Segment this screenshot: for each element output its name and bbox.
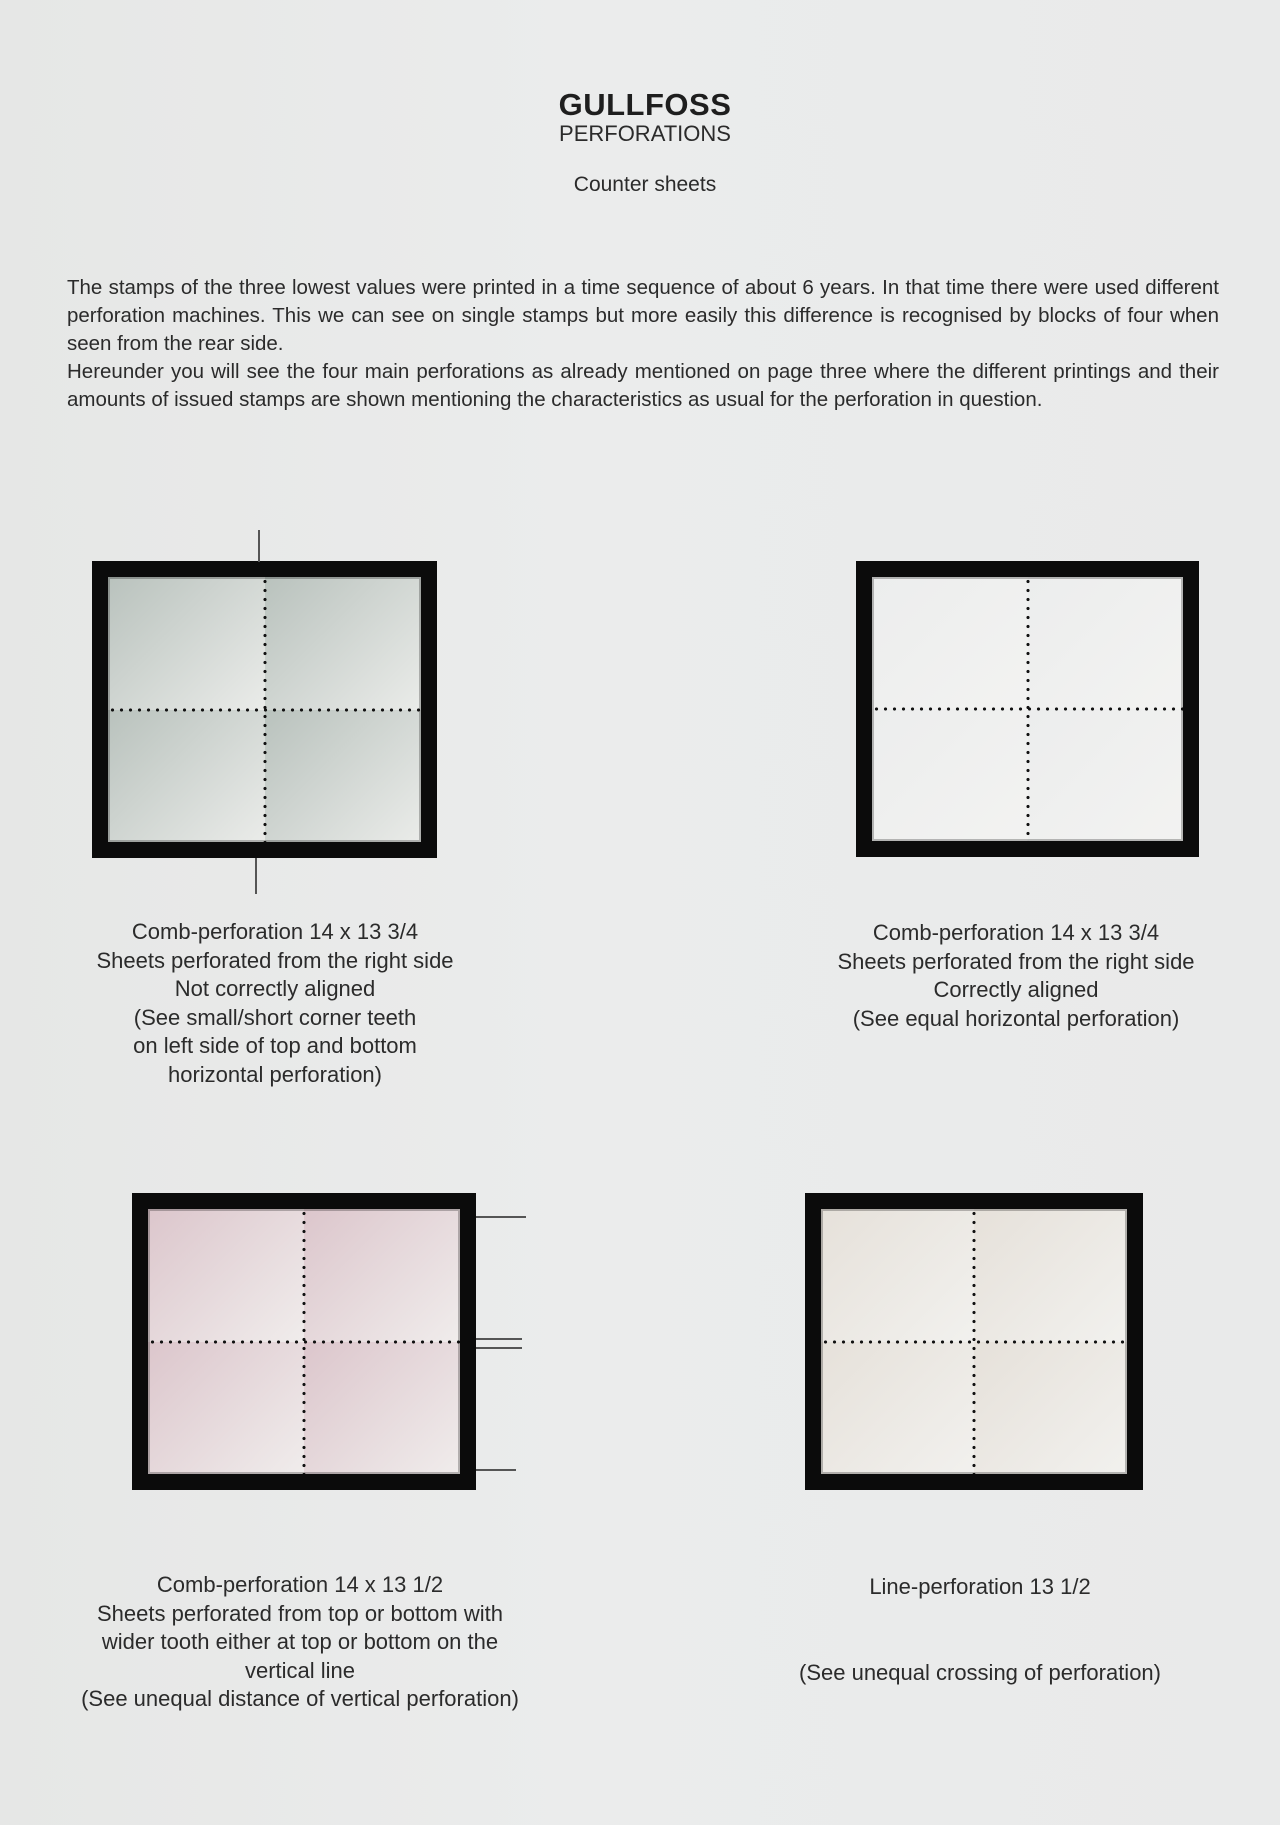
- stamp-block-1: [92, 561, 437, 858]
- intro-paragraph-2: Hereunder you will see the four main perforations as already mentioned on page three where the different printings and their amounts of issued stamps are shown mentioning the characteristics as usual for the perforation in question.: [67, 360, 1219, 411]
- caption-line: Comb-perforation 14 x 13 3/4: [872, 920, 1160, 945]
- caption-line: Line-perforation 13 1/2: [869, 1574, 1091, 1599]
- caption-line: Comb-perforation 14 x 13 1/2: [156, 1572, 444, 1597]
- caption-line: Not correctly aligned: [174, 976, 376, 1001]
- caption-line: (See equal horizontal perforation): [852, 1005, 1180, 1031]
- caption-line: Comb-perforation 14 x 13 3/4: [131, 919, 419, 944]
- section-title: Counter sheets: [573, 173, 717, 196]
- stamp-edge: [821, 1209, 1127, 1474]
- caption-line: Correctly aligned: [933, 977, 1099, 1002]
- caption-line: Sheets perforated from the right side: [96, 947, 454, 973]
- caption-line: on left side of top and bottom: [133, 1033, 417, 1058]
- caption-line: (See unequal distance of vertical perforation): [81, 1686, 519, 1711]
- stamp-block-1-image: [108, 577, 421, 842]
- stamp-edge: [108, 577, 421, 842]
- caption-line: [760, 1630, 1200, 1659]
- caption-line: Sheets perforated from top or bottom with: [97, 1600, 503, 1626]
- pointer-arrow: [255, 858, 257, 894]
- caption-line: horizontal perforation): [167, 1061, 382, 1087]
- stamp-block-3-image: [148, 1209, 460, 1474]
- stamp-block-3: [132, 1193, 476, 1490]
- caption-line: vertical line: [244, 1657, 356, 1683]
- pointer-arrow: [476, 1347, 522, 1349]
- caption-line: Sheets perforated from the right side: [837, 948, 1195, 974]
- stamp-block-2: [856, 561, 1199, 857]
- caption-block-3: [40, 1571, 560, 1714]
- page-title: GULLFOSS: [558, 87, 732, 122]
- intro-text: [67, 274, 1219, 414]
- caption-line: wider tooth either at top or bottom on the: [101, 1629, 499, 1654]
- stamp-edge: [872, 577, 1183, 841]
- stamp-block-4-image: [821, 1209, 1127, 1474]
- pointer-arrow: [476, 1338, 522, 1340]
- caption-line: (See small/short corner teeth: [133, 1004, 417, 1030]
- stamp-block-2-image: [872, 577, 1183, 841]
- pointer-arrow: [476, 1469, 516, 1471]
- intro-paragraph-1: The stamps of the three lowest values were printed in a time sequence of about 6 years. In that time there were used different perforation machines. This we can see on single stamps but more easily this difference is recognised by blocks of four when seen from the rear side.: [67, 276, 1219, 355]
- stamp-block-4: [805, 1193, 1143, 1490]
- caption-block-1: [40, 918, 510, 1089]
- pointer-arrow: [476, 1216, 526, 1218]
- caption-line: [760, 1602, 1200, 1631]
- caption-block-2: [790, 919, 1242, 1033]
- page-subtitle: PERFORATIONS: [559, 121, 731, 146]
- pointer-arrow: [258, 530, 260, 562]
- caption-block-4: [760, 1573, 1200, 1687]
- stamp-edge: [148, 1209, 460, 1474]
- caption-line: (See unequal crossing of perforation): [799, 1659, 1161, 1685]
